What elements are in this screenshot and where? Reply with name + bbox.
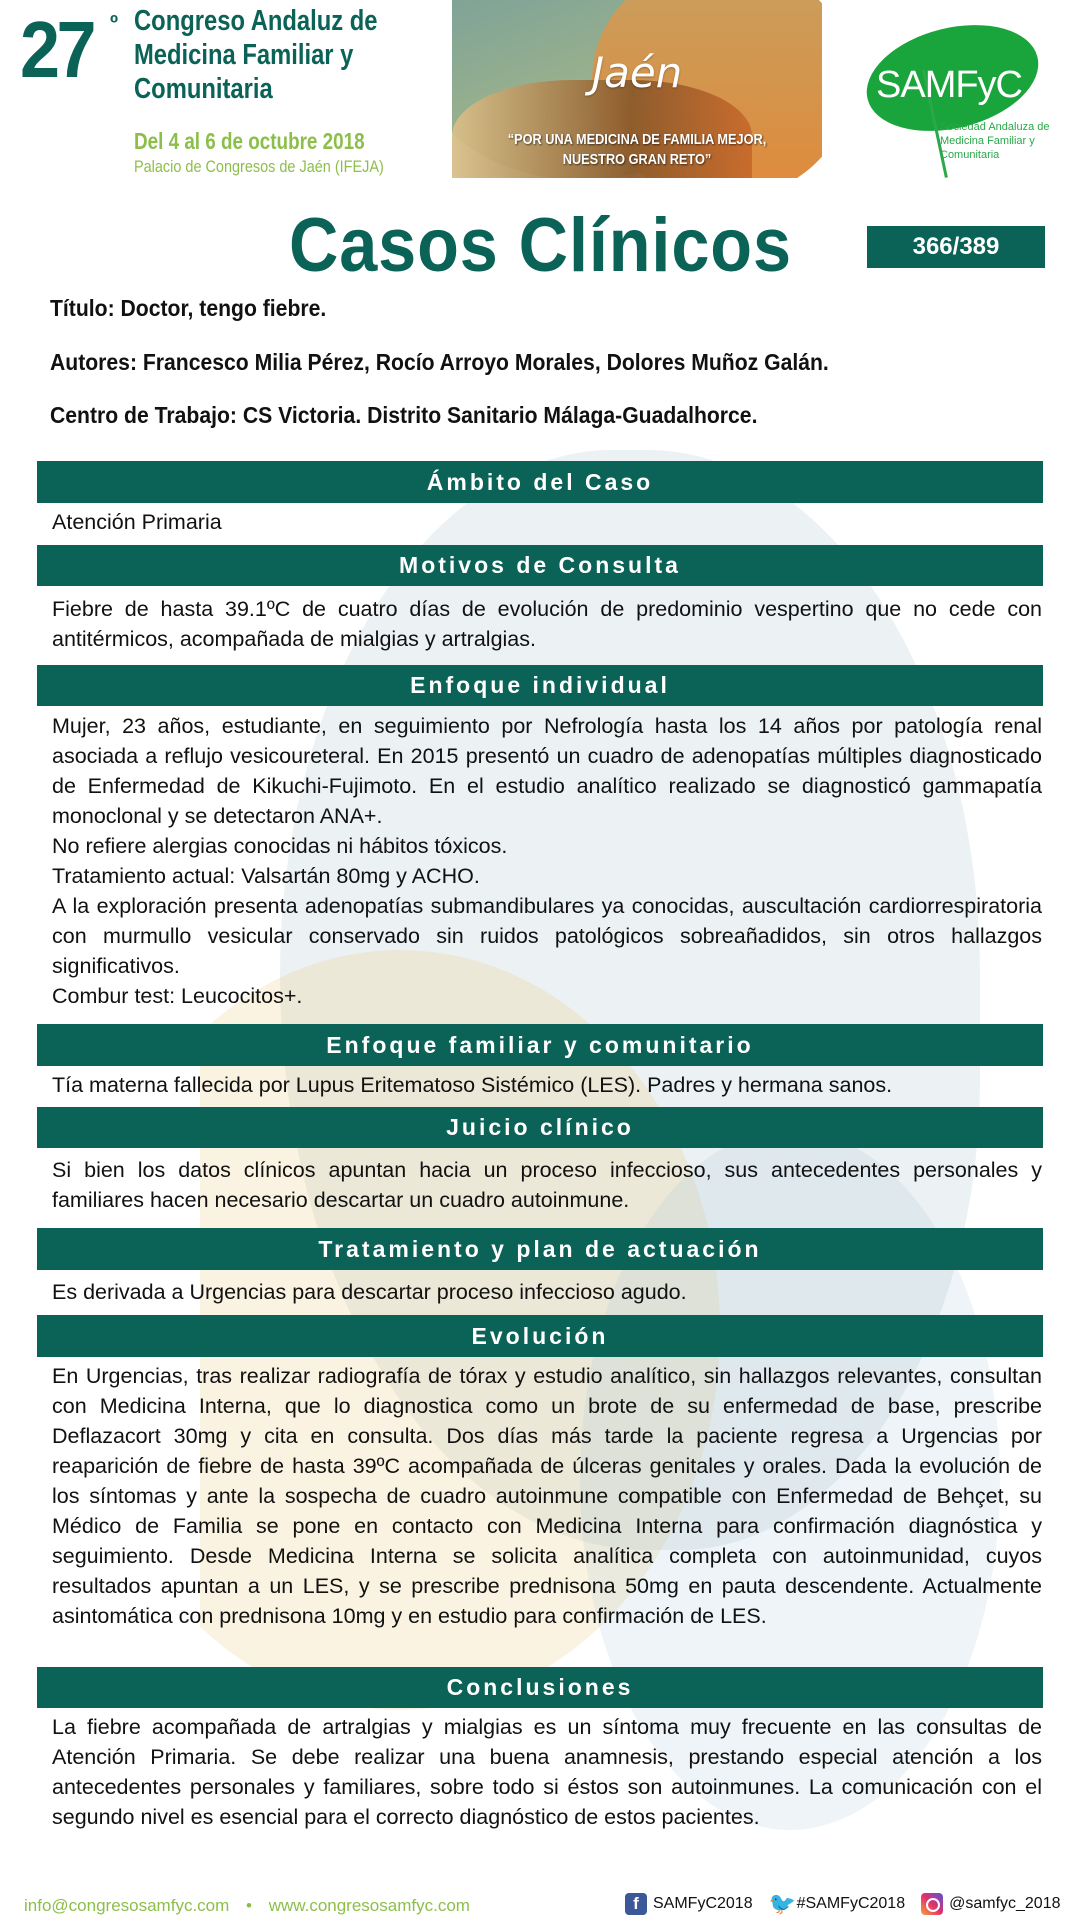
motto-line-1: “POR UNA MEDICINA DE FAMILIA MEJOR, [507,131,767,148]
paragraph: Si bien los datos clínicos apuntan hacia un proceso infeccioso, sus antecedentes personales y familiares hacen necesario descartar un cuadro autoinmune. [52,1158,1042,1212]
instagram-icon [921,1893,943,1915]
city-name: Jaén [591,48,683,97]
case-workplace: Centro de Trabajo: CS Victoria. Distrito Sanitario Málaga-Guadalhorce. [50,402,758,428]
instagram-handle[interactable]: @samfyc_2018 [949,1895,1061,1912]
facebook-handle[interactable]: SAMFyC2018 [653,1895,753,1912]
paragraph: Es derivada a Urgencias para descartar proceso infeccioso agudo. [52,1280,687,1304]
footer-social [625,1893,1061,1915]
paragraph: Combur test: Leucocitos+. [52,984,303,1008]
paragraph: A la exploración presenta adenopatías submandibulares ya conocidas, auscultación cardiorrespiratoria con murmullo vesicular conservado sin ruidos patológicos sobreañadidos, sin otros hallazgos significativos. [52,894,1042,978]
edition-suffix: º [110,10,119,35]
section-body-enfoque-familiar [52,1070,1042,1100]
paragraph: Tratamiento actual: Valsartán 80mg y ACHO. [52,864,480,888]
case-authors: Autores: Francesco Milia Pérez, Rocío Arroyo Morales, Dolores Muñoz Galán. [50,349,829,375]
footer-contact [24,1896,470,1916]
case-counter-badge: 366/389 [867,226,1045,268]
section-body-tratamiento [52,1277,1042,1307]
section-body-conclusiones [52,1712,1042,1832]
section-heading-juicio-clinico: Juicio clínico [37,1107,1043,1148]
page-title: Casos Clínicos [288,203,792,288]
paragraph: No refiere alergias conocidas ni hábitos tóxicos. [52,834,508,858]
twitter-hashtag[interactable]: #SAMFyC2018 [796,1895,906,1912]
samfyc-logo [860,12,1050,172]
footer-website[interactable]: www.congresosamfyc.com [268,1896,470,1915]
footer-separator: • [246,1896,252,1915]
edition-number: 27 [20,5,93,94]
logo-subtitle: Sociedad Andaluza de Medicina Familiar y Comunitaria [940,121,1050,161]
congress-dates: Del 4 al 6 de octubre 2018 [134,128,365,154]
paragraph: Mujer, 23 años, estudiante, en seguimiento por Nefrología hasta los 14 años por patología renal asociada a reflujo vesicoureteral. En 2015 presentó un cuadro de adenopatías múltiples diagnosticado de Enfermedad de Kikuchi-Fujimoto. En el estudio analítico realizado se diagnosticó gammapatía monoclonal y se detectaron ANA+. [52,714,1042,828]
logo-text: SAMFyC [876,64,1022,106]
paragraph: Fiebre de hasta 39.1ºC de cuatro días de evolución de predominio vespertino que no cede con antitérmicos, acompañada de mialgias y artralgias. [52,597,1042,651]
congress-venue: Palacio de Congresos de Jaén (IFEJA) [134,157,384,176]
section-heading-tratamiento: Tratamiento y plan de actuación [37,1228,1043,1270]
section-body-juicio-clinico [52,1155,1042,1215]
section-heading-ambito: Ámbito del Caso [37,461,1043,503]
paragraph: Tía materna fallecida por Lupus Eritematoso Sistémico (LES). Padres y hermana sanos. [52,1073,893,1097]
twitter-icon: 🐦 [768,1891,796,1916]
facebook-icon: f [625,1893,647,1915]
section-heading-motivos: Motivos de Consulta [37,545,1043,586]
section-heading-evolucion: Evolución [37,1315,1043,1357]
section-heading-conclusiones: Conclusiones [37,1667,1043,1708]
paragraph: La fiebre acompañada de artralgias y mialgias es un síntoma muy frecuente en las consultas de Atención Primaria. Se debe realizar una buena anamnesis, prestando especial atención a los antecedentes personales y familiares, sobre todo si éstos son autoinmunes. La comunicación con el segundo nivel es esencial para el correcto diagnóstico de estos pacientes. [52,1715,1042,1829]
section-body-enfoque-individual [52,711,1042,1011]
case-title: Título: Doctor, tengo fiebre. [50,295,327,321]
footer-email[interactable]: info@congresosamfyc.com [24,1896,230,1915]
section-heading-enfoque-individual: Enfoque individual [37,665,1043,706]
motto-line-2: NUESTRO GRAN RETO” [562,151,712,168]
paragraph: Atención Primaria [52,510,222,534]
section-body-motivos [52,594,1042,654]
jaen-banner [452,0,822,178]
congress-motto [480,130,795,170]
section-heading-enfoque-familiar: Enfoque familiar y comunitario [37,1024,1043,1066]
section-body-evolucion [52,1361,1042,1631]
section-body-ambito [52,507,1042,537]
congress-name: Congreso Andaluz de Medicina Familiar y Comunitaria [134,5,378,105]
paragraph: En Urgencias, tras realizar radiografía de tórax y estudio analítico, sin hallazgos relevantes, consultan con Medicina Interna, que lo diagnostica como un brote de su enfermedad de base, prescribe Deflazacort 30mg y cita en consulta. Dos días más tarde la paciente regresa a Urgencias por reaparición de fiebre de hasta 39ºC acompañada de úlceras genitales y orales. Dada la evolución de los síntomas y ante la sospecha de cuadro autoinmune compatible con Enfermedad de Behçet, su Médico de Familia se pone en contacto con Medicina Interna para confirmación diagnóstica y seguimiento. Desde Medicina Interna se solicita analítica completa con autoinmunidad, cuyos resultados apuntan a un LES, y se prescribe prednisona 50mg en pauta descendente. Actualmente asintomática con prednisona 10mg y en estudio para confirmación de LES. [52,1364,1042,1628]
